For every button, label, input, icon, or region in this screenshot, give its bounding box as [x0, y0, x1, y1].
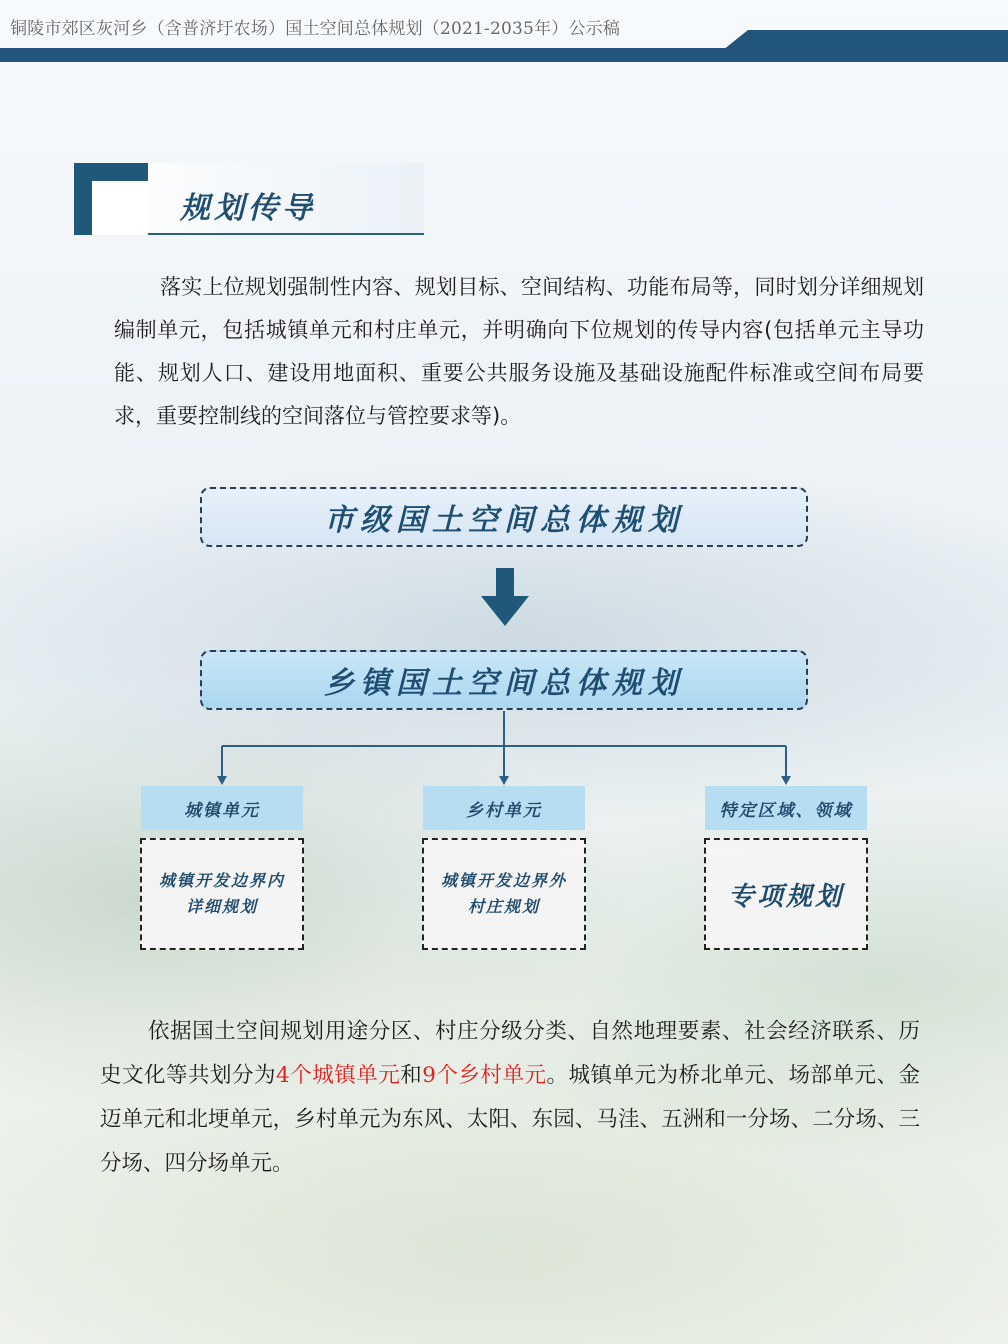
section-title: 规划传导: [180, 191, 316, 226]
town-units-count: 4个城镇单元: [276, 1063, 401, 1088]
header-accent-wedge: [708, 30, 1008, 62]
unit-body-special: 专项规划: [727, 881, 844, 912]
units-paragraph-text-3: 。城镇单元为桥北单元、场部单元、金迈单元和北埂单元，乡村单元为东风、太阳、东园、马洼、五洲和一分场、二分场、三分场、四分场单元。: [100, 1063, 920, 1176]
unit-box-town: [140, 838, 304, 950]
document-header-title: 铜陵市郊区灰河乡（含普济圩农场）国土空间总体规划（2021-2035年）公示稿: [10, 19, 621, 39]
section-bracket-icon-cutout: [92, 181, 148, 235]
city-level-plan-label: 市级国土空间总体规划: [324, 503, 684, 538]
unit-head-special: 特定区域、领域: [705, 786, 867, 830]
unit-head-village: 乡村单元: [423, 786, 585, 830]
village-units-count: 9个乡村单元: [422, 1063, 547, 1088]
unit-body-town: 城镇开发边界内详细规划: [158, 871, 285, 916]
units-paragraph-text-1: 依据国土空间规划用途分区、村庄分级分类、自然地理要素、社会经济联系、历史文化等共划分为: [100, 1019, 920, 1088]
township-level-plan-label: 乡镇国土空间总体规划: [324, 666, 684, 701]
unit-body-village: 城镇开发边界外村庄规划: [440, 871, 567, 916]
township-level-plan-box: [200, 650, 808, 710]
intro-paragraph: 落实上位规划强制性内容、规划目标、空间结构、功能布局等，同时划分详细规划编制单元，包括城镇单元和村庄单元，并明确向下位规划的传导内容(包括单元主导功能、规划人口、建设用地面积、重要公共服务设施及基础设施配件标准或空间布局要求，重要控制线的空间落位与管控要求等)。: [114, 275, 924, 428]
units-paragraph: [100, 1010, 920, 1186]
city-level-plan-box: [200, 487, 808, 547]
down-arrow-icon: [481, 568, 529, 626]
unit-box-special: [704, 838, 868, 950]
unit-box-village: [422, 838, 586, 950]
units-paragraph-text-2: 和: [400, 1063, 423, 1088]
unit-head-town: 城镇单元: [141, 786, 303, 830]
